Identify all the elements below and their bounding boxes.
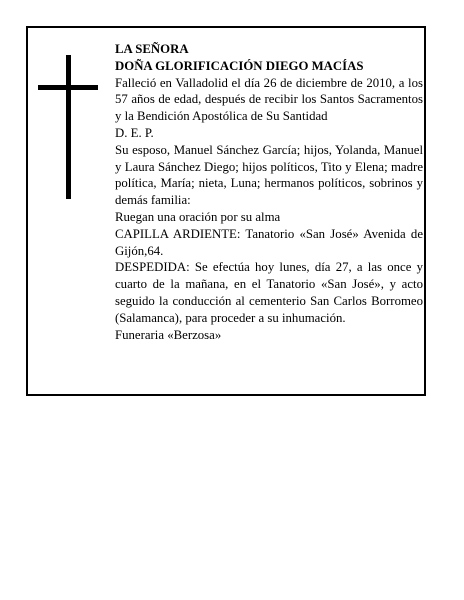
cross-icon xyxy=(38,55,98,199)
family-paragraph: Su esposo, Manuel Sánchez García; hijos, Yolanda, Manuel y Laura Sánchez Diego; hijos políticos, Tito y Elena; madre política, María; nieta, Luna; hermanos políticos, sobrinos y demás familia: xyxy=(115,142,423,208)
chapel-info: CAPILLA ARDIENTE: Tanatorio «San José» Avenida de Gijón,64. xyxy=(115,226,423,258)
cross-horizontal-bar xyxy=(38,85,98,90)
prayer-request: Ruegan una oración por su alma xyxy=(115,209,281,224)
obituary-notice xyxy=(26,26,426,396)
obituary-text xyxy=(115,41,423,343)
death-paragraph: Falleció en Valladolid el día 26 de diciembre de 2010, a los 57 años de edad, después de recibir los Santos Sacramentos y la Bendición Apostólica de Su Santidad xyxy=(115,75,423,124)
farewell-info: DESPEDIDA: Se efectúa hoy lunes, día 27, a las once y cuarto de la mañana, en el Tanatorio «San José», y acto seguido la conducción al cementerio San Carlos Borromeo (Salamanca), para proceder a su inhumación. xyxy=(115,260,423,325)
funeral-home: Funeraria «Berzosa» xyxy=(115,327,222,342)
cross-vertical-bar xyxy=(66,55,71,199)
rip-line: D. E. P. xyxy=(115,125,154,140)
deceased-name: DOÑA GLORIFICACIÓN DIEGO MACÍAS xyxy=(115,58,364,73)
heading-title: LA SEÑORA xyxy=(115,42,189,56)
